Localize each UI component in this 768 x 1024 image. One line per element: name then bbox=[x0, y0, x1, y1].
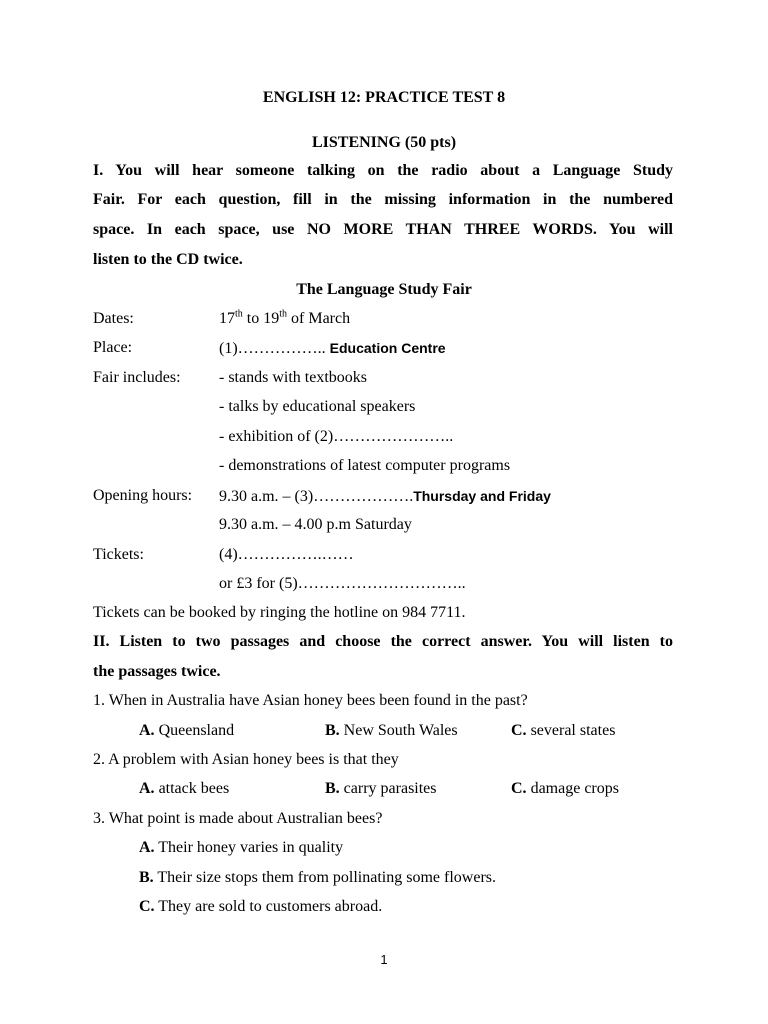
q3-option-b: B. Their size stops them from pollinating some flowers. bbox=[139, 869, 496, 886]
booking-note: Tickets can be booked by ringing the hotline on 984 7711. bbox=[93, 604, 466, 621]
instruction-line: space. In each space, use NO MORE THAN THREE WORDS. You will bbox=[93, 221, 673, 238]
instruction-line: the passages twice. bbox=[93, 663, 221, 680]
q2-option-c: C. damage crops bbox=[511, 780, 619, 797]
dates-value: 17th to 19th of March bbox=[219, 308, 351, 327]
tickets-line: (4)…………….…… bbox=[219, 546, 354, 563]
q2-option-b: B. carry parasites bbox=[325, 780, 437, 797]
question-1: 1. When in Australia have Asian honey bees been found in the past? bbox=[93, 692, 528, 709]
q1-option-c: C. several states bbox=[511, 722, 616, 739]
includes-item: - exhibition of (2)………………….. bbox=[219, 428, 454, 445]
q1-option-a: A. Queensland bbox=[139, 722, 235, 739]
section-heading: LISTENING (50 pts) bbox=[311, 134, 457, 151]
question-2: 2. A problem with Asian honey bees is that they bbox=[93, 751, 399, 768]
q3-option-a: A. Their honey varies in quality bbox=[139, 839, 344, 856]
q3-option-c: C. They are sold to customers abroad. bbox=[139, 898, 383, 915]
hours-line: 9.30 a.m. – 4.00 p.m Saturday bbox=[219, 516, 412, 533]
page-title: ENGLISH 12: PRACTICE TEST 8 bbox=[262, 89, 506, 106]
includes-label: Fair includes: bbox=[93, 369, 181, 386]
q2-option-a: A. attack bees bbox=[139, 780, 230, 797]
place-label: Place: bbox=[93, 339, 133, 356]
hours-label: Opening hours: bbox=[93, 487, 193, 504]
q1-option-b: B. New South Wales bbox=[325, 722, 458, 739]
page-number: 1 bbox=[380, 952, 388, 967]
question-3: 3. What point is made about Australian bees? bbox=[93, 810, 383, 827]
includes-item: - talks by educational speakers bbox=[219, 398, 416, 415]
tickets-line: or £3 for (5)………………………….. bbox=[219, 575, 466, 592]
includes-item: - demonstrations of latest computer programs bbox=[219, 457, 511, 474]
place-value: (1)…………….. Education Centre bbox=[219, 340, 446, 357]
dates-label: Dates: bbox=[93, 310, 134, 327]
instruction-line: II. Listen to two passages and choose the correct answer. You will listen to bbox=[93, 633, 673, 650]
includes-item: - stands with textbooks bbox=[219, 369, 367, 386]
instruction-line: listen to the CD twice. bbox=[93, 251, 243, 268]
hours-line: 9.30 a.m. – (3)……………….Thursday and Friday bbox=[219, 488, 551, 505]
tickets-label: Tickets: bbox=[93, 546, 144, 563]
instruction-line: I. You will hear someone talking on the radio about a Language Study bbox=[93, 162, 673, 179]
instruction-line: Fair. For each question, fill in the missing information in the numbered bbox=[93, 191, 673, 208]
form-title: The Language Study Fair bbox=[296, 281, 472, 298]
